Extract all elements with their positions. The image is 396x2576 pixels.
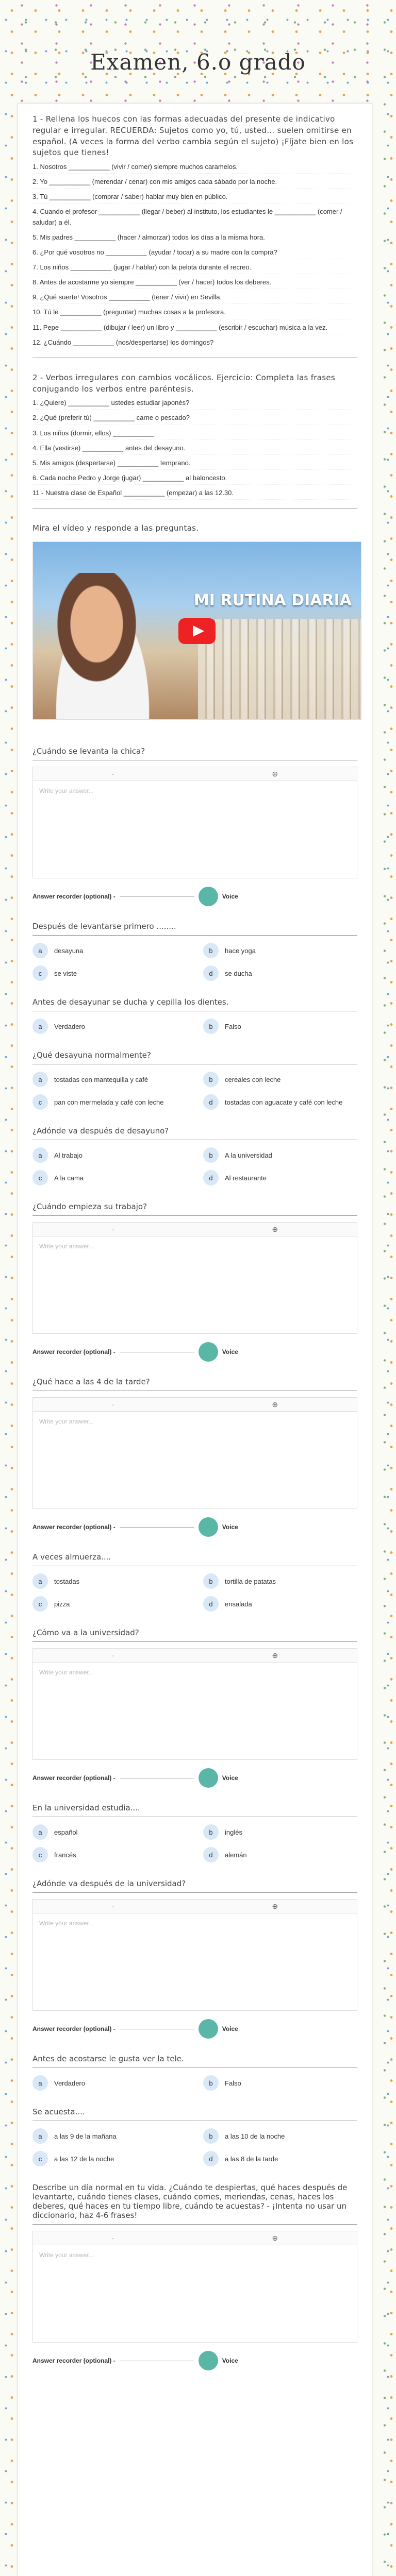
option-text: pan con mermelada y café con leche (54, 1098, 164, 1106)
question-title: ¿Cómo va a la universidad? (32, 1628, 357, 1642)
format-dot-icon[interactable]: · (111, 770, 114, 778)
question-title: A veces almuerza.... (32, 1552, 357, 1566)
open-question (32, 1628, 357, 1788)
answer-option[interactable] (32, 1572, 187, 1590)
option-letter: b (203, 1072, 219, 1087)
answer-option[interactable] (32, 1846, 187, 1863)
format-dot-icon[interactable]: · (111, 2234, 114, 2243)
record-button[interactable] (199, 2351, 218, 2370)
question-title: Después de levantarse primero ........ (32, 922, 357, 936)
question-title: Se acuesta.... (32, 2107, 357, 2121)
exercise-line: 11. Pepe ___________ (dibujar / leer) un libro y ___________ (escribir / escuchar) música a la vez. (32, 323, 357, 334)
recorder-label: Answer recorder (optional) - (32, 1523, 116, 1531)
options-grid (32, 1572, 357, 1613)
format-dot-icon[interactable]: · (111, 1902, 114, 1911)
answer-option[interactable] (32, 2150, 187, 2167)
question-title: ¿Cuándo empieza su trabajo? (32, 1202, 357, 1216)
answer-recorder (32, 2351, 357, 2370)
exercise-line: 6. Cada noche Pedro y Jorge (jugar) ___________ al baloncesto. (32, 473, 357, 485)
question-title: En la universidad estudia.... (32, 1803, 357, 1817)
option-letter: a (32, 1824, 48, 1840)
exercise-line: 6. ¿Por qué vosotros no ___________ (ayudar / tocar) a su madre con la compra? (32, 247, 357, 259)
option-text: a las 12 de la noche (54, 2155, 114, 2163)
open-question (32, 2183, 357, 2370)
exercise-line: 9. ¿Qué suerte! Vosotros ___________ (tener / vivir) en Sevilla. (32, 292, 357, 304)
options-grid (32, 2127, 357, 2167)
answer-toolbar (32, 767, 357, 781)
option-letter: c (32, 1094, 48, 1110)
answer-recorder (32, 1768, 357, 1788)
exercise-line: 4. Ella (vestirse) ___________ antes del desayuno. (32, 443, 357, 455)
option-text: Al trabajo (54, 1151, 82, 1159)
option-letter: d (203, 2151, 219, 2166)
multiple-choice-question (32, 997, 357, 1035)
part2-exercise-list (32, 398, 357, 500)
answer-input[interactable]: Write your answer... (32, 1236, 357, 1334)
option-letter: b (203, 943, 219, 958)
record-button[interactable] (199, 887, 218, 906)
exercise-line: 3. Los niños (dormir, ellos) ___________ (32, 428, 357, 440)
record-button[interactable] (199, 2019, 218, 2039)
answer-option[interactable] (203, 1146, 357, 1164)
exercise-line: 8. Antes de acostarme yo siempre ___________ (ver / hacer) todos los deberes. (32, 277, 357, 289)
answer-option[interactable] (203, 1595, 357, 1613)
answer-option[interactable] (203, 1823, 357, 1841)
video-prompt: Mira el vídeo y responde a las preguntas. (32, 523, 199, 533)
divider (32, 508, 357, 509)
question-title: ¿Adónde va después de desayuno? (32, 1126, 357, 1140)
answer-option[interactable] (203, 2127, 357, 2145)
question-title: ¿Adónde va después de la universidad? (32, 1879, 357, 1893)
option-letter: c (32, 1596, 48, 1612)
option-text: pizza (54, 1600, 70, 1608)
option-text: tostadas (54, 1577, 80, 1585)
voice-label: Voice (222, 1523, 238, 1531)
recorder-label: Answer recorder (optional) - (32, 2357, 116, 2365)
option-letter: a (32, 943, 48, 958)
open-question (32, 1879, 357, 2039)
answer-recorder (32, 887, 357, 906)
options-grid (32, 1018, 357, 1035)
question-title: ¿Qué desayuna normalmente? (32, 1050, 357, 1064)
page-title: Examen, 6.o grado (90, 49, 306, 75)
option-letter: a (32, 1147, 48, 1163)
option-text: inglés (225, 1828, 242, 1836)
part1-section (32, 114, 357, 349)
multiple-choice-question (32, 1803, 357, 1863)
option-text: A la cama (54, 1174, 84, 1182)
answer-option[interactable] (203, 1169, 357, 1187)
record-button[interactable] (199, 1342, 218, 1362)
answer-input[interactable]: Write your answer... (32, 1913, 357, 2011)
option-text: se viste (54, 969, 77, 977)
option-text: cereales con leche (225, 1075, 281, 1083)
recorder-line (120, 1527, 194, 1528)
answer-toolbar (32, 1397, 357, 1411)
option-text: español (54, 1828, 78, 1836)
insert-icon[interactable]: ⊕ (272, 1225, 278, 1233)
answer-option[interactable] (203, 964, 357, 982)
option-letter: d (203, 1847, 219, 1862)
answer-option[interactable] (203, 2150, 357, 2167)
answer-recorder (32, 1342, 357, 1362)
option-text: francés (54, 1851, 76, 1859)
question-title: ¿Qué hace a las 4 de la tarde? (32, 1377, 357, 1391)
answer-recorder (32, 1517, 357, 1537)
option-text: Verdadero (54, 1022, 85, 1030)
answer-toolbar (32, 1648, 357, 1662)
option-text: se ducha (225, 969, 252, 977)
option-text: Verdadero (54, 2079, 85, 2087)
answer-option[interactable] (203, 942, 357, 959)
play-button-icon[interactable] (178, 618, 216, 644)
answer-option[interactable] (203, 1572, 357, 1590)
exercise-line: 11 - Nuestra clase de Español ___________ (empezar) a las 12.30. (32, 488, 357, 500)
format-dot-icon[interactable]: · (111, 1400, 114, 1409)
answer-option[interactable] (32, 942, 187, 959)
record-button[interactable] (199, 1768, 218, 1788)
format-dot-icon[interactable]: · (111, 1651, 114, 1660)
option-letter: b (203, 2075, 219, 2091)
option-letter: b (203, 2128, 219, 2144)
multiple-choice-question (32, 1552, 357, 1613)
answer-toolbar (32, 1222, 357, 1236)
option-text: desayuna (54, 946, 84, 955)
exercise-line: 1. ¿Quiere) ___________ ustedes estudiar japonés? (32, 398, 357, 410)
insert-icon[interactable]: ⊕ (272, 1651, 278, 1659)
insert-icon[interactable]: ⊕ (272, 1902, 278, 1910)
questions-list (32, 747, 357, 2370)
question-title: Antes de acostarse le gusta ver la tele. (32, 2054, 357, 2068)
question-title: Describe un día normal en tu vida. ¿Cuándo te despiertas, qué haces después de levantarte, cuándo tienes clases, cuándo comes, meriendas, cenas, haces los deberes, qué haces en tu tiempo libre, cuándo te acuestas? - ¡Intenta no usar un diccionario, haz 4-6 frases! (32, 2183, 357, 2225)
part1-exercise-list (32, 162, 357, 349)
exercise-line: 1. Nosotros ___________ (vivir / comer) siempre muchos caramelos. (32, 162, 357, 174)
option-text: Al restaurante (225, 1174, 267, 1182)
video-title: MI RUTINA DIARIA (193, 591, 352, 610)
worksheet (18, 103, 372, 2576)
exercise-line: 3. Tú ___________ (comprar / saber) hablar muy bien en público. (32, 192, 357, 204)
answer-option[interactable] (32, 2074, 187, 2092)
option-text: hace yoga (225, 946, 256, 955)
option-text: tostadas con aguacate y café con leche (225, 1098, 343, 1106)
option-letter: a (32, 1019, 48, 1034)
answer-option[interactable] (32, 1093, 187, 1111)
multiple-choice-question (32, 2107, 357, 2167)
recorder-line (120, 896, 194, 897)
option-letter: a (32, 2128, 48, 2144)
multiple-choice-question (32, 1050, 357, 1111)
option-text: ensalada (225, 1600, 252, 1608)
part2-instructions: 2 - Verbos irregulares con cambios vocálicos. Ejercicio: Completa las frases conjugando los verbos entre paréntesis. (32, 372, 336, 394)
option-letter: c (32, 965, 48, 981)
option-letter: c (32, 2151, 48, 2166)
answer-input[interactable]: Write your answer... (32, 2245, 357, 2343)
option-letter: a (32, 1573, 48, 1589)
multiple-choice-question (32, 2054, 357, 2092)
exercise-line: 4. Cuando el profesor ___________ (llegar / beber) al instituto, los estudiantes le ___________ (comer / saludar) a él. (32, 207, 357, 229)
option-text: a las 10 de la noche (225, 2132, 285, 2140)
option-letter: b (203, 1573, 219, 1589)
video-thumbnail-person (43, 573, 162, 719)
video-player[interactable] (32, 541, 361, 720)
recorder-label: Answer recorder (optional) - (32, 2025, 116, 2033)
answer-input[interactable]: Write your answer... (32, 781, 357, 878)
answer-option[interactable] (203, 1071, 357, 1088)
options-grid (32, 1071, 357, 1111)
option-letter: d (203, 1170, 219, 1185)
answer-option[interactable] (203, 1018, 357, 1035)
answer-option[interactable] (32, 1595, 187, 1613)
multiple-choice-question (32, 922, 357, 982)
exercise-line: 2. Yo ___________ (merendar / cenar) con mis amigos cada sábado por la noche. (32, 177, 357, 189)
recorder-label: Answer recorder (optional) - (32, 893, 116, 901)
option-text: alemán (225, 1851, 247, 1859)
answer-recorder (32, 2019, 357, 2039)
part2-section (32, 372, 357, 500)
option-letter: c (32, 1847, 48, 1862)
option-letter: d (203, 965, 219, 981)
question-title: ¿Cuándo se levanta la chica? (32, 747, 357, 760)
exercise-line: 5. Mis amigos (despertarse) ___________ temprano. (32, 458, 357, 470)
option-text: A la universidad (225, 1151, 272, 1159)
question-title: Antes de desayunar se ducha y cepilla los dientes. (32, 997, 357, 1011)
insert-icon[interactable]: ⊕ (272, 769, 278, 778)
insert-icon[interactable]: ⊕ (272, 2233, 278, 2242)
open-question (32, 747, 357, 906)
open-question (32, 1202, 357, 1362)
answer-toolbar (32, 2231, 357, 2245)
video-thumbnail-city (198, 619, 361, 719)
recorder-label: Answer recorder (optional) - (32, 1348, 116, 1356)
options-grid (32, 1823, 357, 1863)
options-grid (32, 2074, 357, 2092)
answer-option[interactable] (32, 964, 187, 982)
part1-instructions: 1 - Rellena los huecos con las formas adecuadas del presente de indicativo regular e irregular. RECUERDA: Sujetos como yo, tú, usted… suelen omitirse en español. (A veces la forma del verbo cambia según el sujeto) ¡Fíjate bien en los sujetos que tienes! (32, 114, 354, 158)
option-letter: b (203, 1824, 219, 1840)
option-text: a las 9 de la mañana (54, 2132, 117, 2140)
multiple-choice-question (32, 1126, 357, 1187)
answer-input[interactable]: Write your answer... (32, 1662, 357, 1760)
answer-option[interactable] (32, 1071, 187, 1088)
option-text: a las 8 de la tarde (225, 2155, 278, 2163)
option-letter: d (203, 1596, 219, 1612)
option-text: Falso (225, 1022, 241, 1030)
option-letter: c (32, 1170, 48, 1185)
open-question (32, 1377, 357, 1537)
answer-toolbar (32, 1899, 357, 1913)
voice-label: Voice (222, 1348, 238, 1356)
answer-option[interactable] (32, 1146, 187, 1164)
voice-label: Voice (222, 2357, 238, 2365)
options-grid (32, 942, 357, 982)
option-letter: a (32, 2075, 48, 2091)
exercise-line: 5. Mis padres ___________ (hacer / almorzar) todos los días a la misma hora. (32, 232, 357, 244)
answer-option[interactable] (203, 1093, 357, 1111)
exercise-line: 7. Los niños ___________ (jugar / hablar) con la pelota durante el recreo. (32, 262, 357, 274)
answer-option[interactable] (32, 2127, 187, 2145)
option-text: Falso (225, 2079, 241, 2087)
option-letter: b (203, 1019, 219, 1034)
format-dot-icon[interactable]: · (111, 1225, 114, 1234)
options-grid (32, 1146, 357, 1187)
answer-option[interactable] (32, 1169, 187, 1187)
record-button[interactable] (199, 1517, 218, 1537)
voice-label: Voice (222, 893, 238, 901)
answer-input[interactable]: Write your answer... (32, 1411, 357, 1509)
exercise-line: 10. Tú le ___________ (preguntar) muchas cosas a la profesora. (32, 307, 357, 319)
recorder-label: Answer recorder (optional) - (32, 1774, 116, 1782)
answer-option[interactable] (203, 2074, 357, 2092)
option-letter: b (203, 1147, 219, 1163)
insert-icon[interactable]: ⊕ (272, 1400, 278, 1409)
voice-label: Voice (222, 1774, 238, 1782)
exercise-line: 2. ¿Qué (preferir tú) ___________ carne o pescado? (32, 413, 357, 425)
option-text: tortilla de patatas (225, 1577, 276, 1585)
answer-option[interactable] (32, 1018, 187, 1035)
answer-option[interactable] (32, 1823, 187, 1841)
voice-label: Voice (222, 2025, 238, 2033)
answer-option[interactable] (203, 1846, 357, 1863)
option-text: tostadas con mantequilla y café (54, 1075, 148, 1083)
option-letter: d (203, 1094, 219, 1110)
exercise-line: 12. ¿Cuándo ___________ (nos/despertarse) los domingos? (32, 337, 357, 349)
option-letter: a (32, 1072, 48, 1087)
